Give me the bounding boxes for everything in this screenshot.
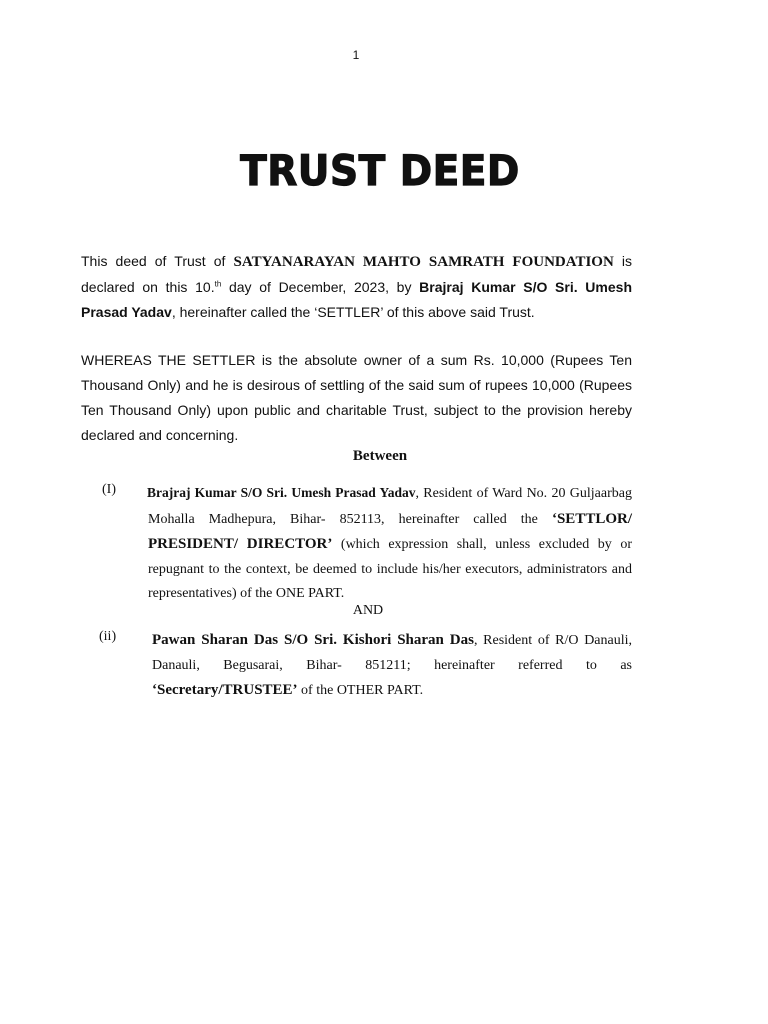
party-2-text-1: , Resident of R/O Danauli, Danauli, Begusarai, Bihar- 851211; hereinafter referred to as — [152, 633, 633, 673]
intro-text-4: , hereinafter called the ‘SETTLER’ of this above said Trust. — [171, 304, 535, 320]
ordinal-suffix: th — [214, 279, 222, 289]
party-1-text-2: (which expression shall, unless excluded by or repugnant to the context, be deemed to include his/her executors, administrators and representatives) of the ONE PART. — [148, 537, 632, 601]
party-1-text-1: , Resident of Ward No. 20 Guljaarbag Mohalla Madhepura, Bihar- 852113, hereinafter called the — [148, 486, 632, 527]
and-separator: AND — [352, 603, 384, 618]
intro-text-1: This deed of Trust of — [81, 253, 234, 269]
intro-text-3: day of December, 2023, by — [221, 279, 420, 295]
party-2-role: ‘Secretary/TRUSTEE’ — [152, 682, 298, 698]
party-1-marker: (I) — [102, 482, 116, 497]
intro-text-2: is declared on this 10. — [81, 253, 633, 295]
party-1-name: Brajraj Kumar S/O Sri. Umesh Prasad Yadav — [147, 485, 416, 500]
party-1-role: ‘SETTLOR/ PRESIDENT/ DIRECTOR’ — [148, 510, 632, 552]
settler-name: Brajraj Kumar S/O Sri. Umesh Prasad Yadav — [81, 279, 632, 320]
whereas-paragraph: WHEREAS THE SETTLER is the absolute owner of a sum Rs. 10,000 (Rupees Ten Thousand Only) and he is desirous of settling of the said sum of rupees 10,000 (Rupees Ten Thousand Only) upon public and charitable Trust, subject to the provision hereby declared and concerning. — [81, 352, 632, 443]
document-title: TRUST DEED — [240, 146, 520, 195]
party-2-text — [152, 628, 632, 704]
party-1-text — [148, 481, 632, 607]
foundation-name: SATYANARAYAN MAHTO SAMRATH FOUNDATION — [233, 254, 614, 270]
intro-paragraph — [81, 249, 632, 325]
party-2-marker: (ii) — [99, 629, 117, 644]
between-heading: Between — [352, 448, 408, 464]
party-2-text-2: of the OTHER PART. — [297, 683, 424, 698]
page-number: 1 — [352, 48, 360, 62]
party-2-name: Pawan Sharan Das S/O Sri. Kishori Sharan Das — [152, 632, 474, 648]
